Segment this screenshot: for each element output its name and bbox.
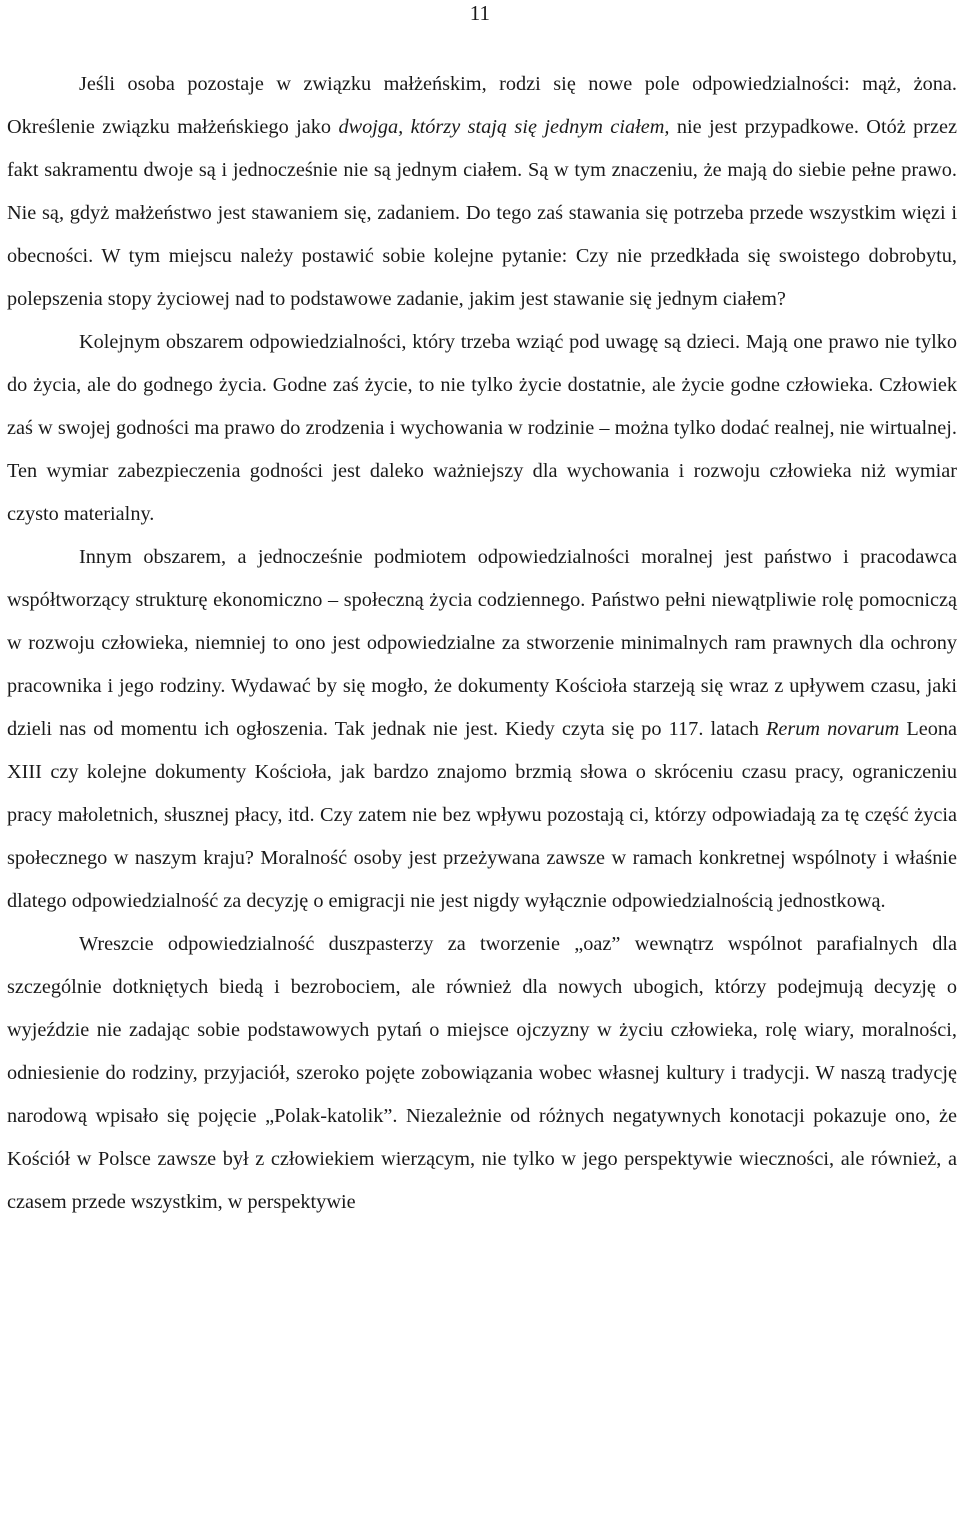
- text-segment: nie jest przypadkowe. Otóż przez fakt sakramentu dwoje są i jednocześnie nie są jednym ciałem. Są w tym znaczeniu, że mają do siebie pełne prawo. Nie są, gdyż małżeństwo jest stawaniem się, zadaniem. Do tego zaś stawania się potrzeba przede wszystkim więzi i obecności. W tym miejscu należy postawić sobie kolejne pytanie: Czy nie przedkłada się swoistego dobrobytu, polepszenia stopy życiowej nad to podstawowe zadanie, jakim jest stawanie się jednym ciałem?: [7, 116, 958, 310]
- paragraph-children: [7, 321, 957, 536]
- italic-phrase: dwojga, którzy stają się jednym ciałem,: [338, 116, 670, 138]
- text-segment: Kolejnym obszarem odpowiedzialności, który trzeba wziąć pod uwagę są dzieci. Mają one prawo nie tylko do życia, ale do godnego życia. Godne zaś życie, to nie tylko życie dostatnie, ale życie godne człowieka. Człowiek zaś w swojej godności ma prawo do zrodzenia i wychowania w rodzinie – można tylko dodać realnej, nie wirtualnej. Ten wymiar zabezpieczenia godności jest daleko ważniejszy dla wychowania i rozwoju człowieka niż wymiar czysto materialny.: [7, 331, 957, 525]
- paragraph-state: [7, 536, 957, 923]
- text-segment: Leona XIII czy kolejne dokumenty Kościoła, jak bardzo znajomo brzmią słowa o skróceniu czasu pracy, ograniczeniu pracy małoletnich, słusznej płacy, itd. Czy zatem nie bez wpływu pozostają ci, którzy odpowiadają za tę część życia społecznego w naszym kraju? Moralność osoby jest przeżywana zawsze w ramach konkretnej wspólnoty i właśnie dlatego odpowiedzialność za decyzję o emigracji nie jest nigdy wyłącznie odpowiedzialnością jednostkową.: [7, 718, 958, 912]
- paragraph-marriage: [7, 63, 957, 321]
- text-segment: Innym obszarem, a jednocześnie podmiotem odpowiedzialności moralnej jest państwo i pracodawca współtworzący strukturę ekonomiczno – społeczną życia codziennego. Państwo pełni niewątpliwie rolę pomocniczą w rozwoju człowieka, niemniej to ono jest odpowiedzialne za stworzenie minimalnych ram prawnych dla ochrony pracownika i jego rodziny. Wydawać by się mogło, że dokumenty Kościoła starzeją się wraz z upływem czasu, jaki dzieli nas od momentu ich ogłoszenia. Tak jednak nie jest. Kiedy czyta się po 117. latach: [7, 546, 957, 740]
- text-segment: Jeśli osoba pozostaje w związku małżeńskim, rodzi się nowe pole odpowiedzialności: mąż, żona. Określenie związku małżeńskiego jako: [7, 73, 957, 138]
- text-segment: Wreszcie odpowiedzialność duszpasterzy za tworzenie „oaz” wewnątrz wspólnot parafialnych dla szczególnie dotkniętych biedą i bezrobociem, ale również dla nowych ubogich, którzy podejmują decyzję o wyjeździe nie zadając sobie podstawowych pytań o miejsce ojczyzny w życiu człowieka, rolę wiary, moralności, odniesienie do rodziny, przyjaciół, szeroko pojęte zobowiązania wobec własnej kultury i tradycji. W naszą tradycję narodową wpisało się pojęcie „Polak-katolik”. Niezależnie od różnych negatywnych konotacji pokazuje ono, że Kościół w Polsce zawsze był z człowiekiem wierzącym, nie tylko w jego perspektywie wieczności, ale również, a czasem przede wszystkim, w perspektywie: [7, 933, 957, 1213]
- italic-title: Rerum novarum: [765, 718, 900, 740]
- paragraph-pastors: [7, 923, 957, 1224]
- body-text: [7, 63, 957, 1224]
- page-number: 11: [469, 1, 490, 25]
